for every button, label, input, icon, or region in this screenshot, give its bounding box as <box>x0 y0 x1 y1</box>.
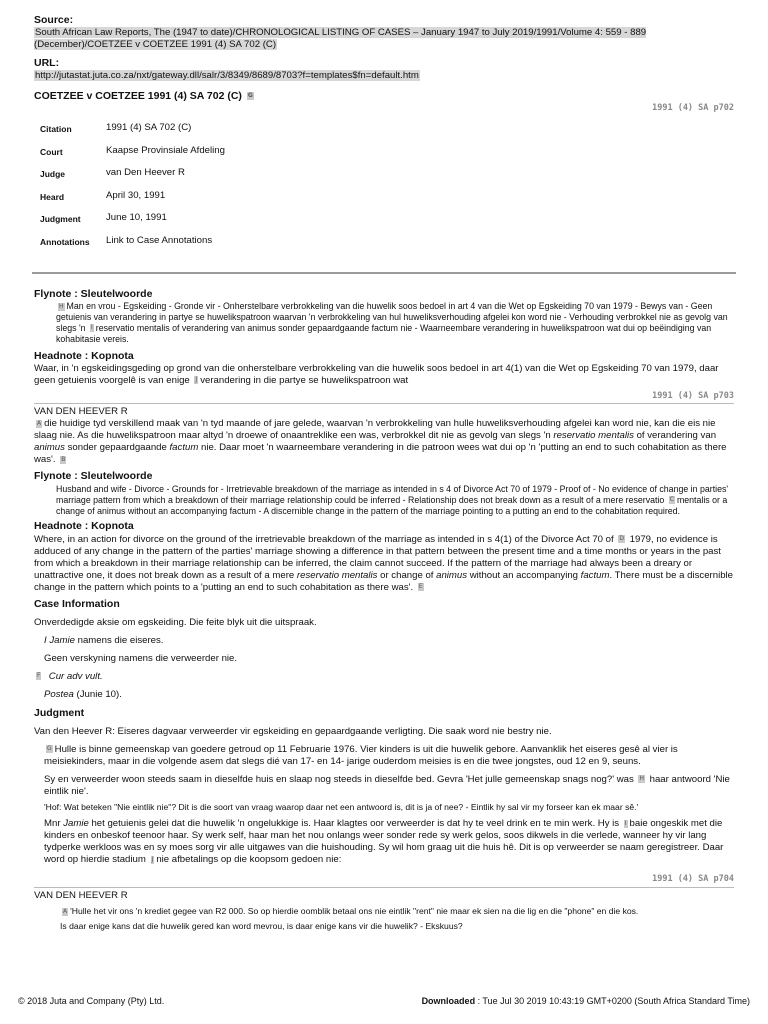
quoted-testimony: 'Hof: Wat beteken "Nie eintlik nie"? Dit is die soort van vraag waarop daar net een antwoord is, dit is ja of nee? - Eintlik hy sal vir my forseer kan ek maar sê.' <box>44 801 639 812</box>
headnote-af-part1: Waar, in 'n egskeidingsgeding op grond van die onherstelbare verbrokkeling van die huwelik soos bedoel in art 4(1) van die Wet op Egskeiding 70 van 1979, daar geen getuienis voorgelê is van enige <box>34 362 719 386</box>
url-link[interactable]: http://jutastat.juta.co.za/nxt/gateway.dll/salr/3/8349/8689/8703?f=templates$fn=default.htm <box>35 70 419 82</box>
quoted-testimony <box>34 906 734 917</box>
text: or change of <box>380 569 434 581</box>
meta-row <box>38 235 225 258</box>
text: Hulle is binne gemeenskap van goedere getroud op 11 Februarie 1976. Vier kinders is uit die huwelik gebore. Aanvanklik het eiseres gesê al vier is meisiekinders, maar in die volgende asem dat slegs dié van 17- en 14- jarige ouderdom meisies is en die twee jongstes, oud 12 en 9, seuns. <box>44 743 678 767</box>
text: 1979, no evidence is adduced of any change in the pattern of the parties' marriage showing a difference in that pattern between the present time and a time months or years in the past from which a breakdown in their marriage relationship can be inferred, the claim cannot succeed. If the pattern of the marriage had always been a dreary or unattractive one, it does not break down as a result of a mere <box>34 533 721 581</box>
margin-marker: F <box>37 672 41 680</box>
case-title: COETZEE v COETZEE 1991 (4) SA 702 (C) <box>34 90 242 103</box>
url-label: URL: <box>34 57 60 70</box>
meta-value: Kaapse Provinsiale Afdeling <box>106 144 225 156</box>
copyright: © 2018 Juta and Company (Pty) Ltd. <box>18 996 165 1006</box>
judgment-paragraph <box>34 818 734 866</box>
italic-text: factum <box>169 442 199 454</box>
italic-text: animus <box>436 569 468 581</box>
italic-text: reservatio mentalis <box>296 569 378 581</box>
italic-text: Jamie <box>63 818 89 830</box>
text: baie ongeskik met die kinders en onbeskof teenoor haar. Sy werk self, haar man het nou onlangs weer sonder rede sy werk gelos, soos dikwels in die verlede, wanneer hy vir lang tydperke werkloos was en sy moes sorg vir alle uitgawes van die huishouding. Sy wil hom graag uit die huis hê. Dit is op verweerder se naam geregistreer. Daar word op hierdie stadium <box>44 818 724 866</box>
flynote-af-part2: reservatio mentalis of verandering van animus sonder gepaardgaande factum nie - Waarneembare verandering in huwelikspatroon wat dui op beëindiging van kohabitasie vereis. <box>56 322 712 344</box>
text: sonder gepaardgaande <box>67 442 167 454</box>
flynote-af-heading: Flynote : Sleutelwoorde <box>34 287 153 300</box>
margin-marker: H <box>59 302 64 310</box>
text: Mnr <box>44 818 61 830</box>
margin-marker: D <box>619 535 624 543</box>
headnote-en-heading: Headnote : Kopnota <box>34 520 134 533</box>
annotations-link[interactable]: Link to Case Annotations <box>106 235 213 247</box>
headnote-af-text <box>34 363 734 387</box>
margin-marker: J <box>195 376 198 384</box>
judgment-paragraph <box>34 774 734 798</box>
page-divider <box>34 403 734 404</box>
case-info-line: Geen verskyning namens die verweerder nie. <box>44 652 238 664</box>
text: Sy en verweerder woon steeds saam in dieselfde huis en slaap nog steeds in dieselfde bed. Gevra 'Het julle gemeenskap snags nog?' was <box>44 773 634 785</box>
headnote-af-heading: Headnote : Kopnota <box>34 349 134 362</box>
text: namens die eiseres. <box>77 634 164 646</box>
meta-key: Citation <box>40 123 72 134</box>
source-block <box>34 14 734 51</box>
case-info-line <box>34 671 734 683</box>
italic-text: factum <box>580 569 610 581</box>
text: nie. Daar moet 'n waarneembare verandering in die patroon wees wat dui op 'n 'putting an end to such cohabitation as there was'. <box>34 442 727 466</box>
flynote-en-part2: mentalis or a change of animus without an accompanying factum - A discernible change in the pattern of the marriage pointing to a putting an end to the cohabitation required. <box>56 494 728 516</box>
meta-row <box>38 167 225 190</box>
document-page <box>34 14 734 931</box>
page-ref: 1991 (4) SA p704 <box>652 874 734 885</box>
margin-marker: G <box>247 92 253 100</box>
text: nie afbetalings op die koopsom gedoen nie: <box>156 854 342 866</box>
italic-text: Cur adv vult. <box>48 670 103 682</box>
italic-text: reservatio mentalis <box>553 430 634 442</box>
meta-key: Court <box>40 146 63 157</box>
meta-value: van Den Heever R <box>106 167 185 179</box>
source-label: Source: <box>34 14 74 26</box>
headnote-en-text <box>34 534 734 594</box>
text: of verandering van <box>636 430 717 442</box>
flynote-af-text <box>34 301 734 345</box>
counsel-name: I Jamie <box>44 634 75 646</box>
judgment-heading: Judgment <box>34 706 85 719</box>
meta-key: Heard <box>40 191 65 202</box>
headnote-af-part2: verandering in die partye se huwelikspatroon wat <box>200 374 409 386</box>
section-divider <box>32 272 736 274</box>
meta-row <box>38 122 225 145</box>
downloaded-label: Downloaded <box>421 996 476 1006</box>
meta-value: April 30, 1991 <box>106 189 166 201</box>
case-info-heading: Case Information <box>34 597 120 610</box>
case-info-line: Onverdedigde aksie om egskeiding. Die feite blyk uit die uitspraak. <box>34 616 317 628</box>
downloaded-value: : Tue Jul 30 2019 10:43:19 GMT+0200 (South Africa Standard Time) <box>477 996 750 1006</box>
text: (Junie 10). <box>76 688 122 700</box>
source-text: South African Law Reports, The (1947 to date)/CHRONOLOGICAL LISTING OF CASES – January 1947 to July 2019/1991/Volume 4: 559 - 889 (December)/COETZEE v COETZEE 1991 (4) SA 702 (C) <box>34 27 647 51</box>
meta-row <box>38 145 225 168</box>
margin-marker: G <box>47 745 52 753</box>
download-info <box>422 996 750 1007</box>
meta-key: Annotations <box>40 237 90 248</box>
judge-header: VAN DEN HEEVER R <box>34 889 128 901</box>
meta-value: June 10, 1991 <box>106 212 167 224</box>
margin-marker: C <box>669 496 674 504</box>
margin-marker: I <box>624 819 627 827</box>
margin-marker: A <box>37 419 42 427</box>
margin-marker: A <box>63 907 68 915</box>
meta-value: 1991 (4) SA 702 (C) <box>106 121 192 133</box>
meta-key: Judgment <box>40 214 81 225</box>
margin-marker: H <box>639 775 644 783</box>
page-divider <box>34 887 734 888</box>
page-ref: 1991 (4) SA p702 <box>652 103 734 114</box>
margin-marker: J <box>151 855 154 863</box>
margin-marker: B <box>61 455 66 463</box>
judge-header: VAN DEN HEEVER R <box>34 406 128 418</box>
text: Where, in an action for divorce on the ground of the irretrievable breakdown of the marriage as intended in s 4(1) of the Divorce Act 70 of <box>34 533 614 545</box>
text: haar antwoord 'Nie eintlik nie'. <box>44 773 730 797</box>
meta-row <box>38 190 225 213</box>
margin-marker: I <box>91 324 93 332</box>
flynote-en-part1: Husband and wife - Divorce - Grounds for - Irretrievable breakdown of the marriage as intended in s 4 of Divorce Act 70 of 1979 - Proof of - No evidence of change in parties' marriage pattern from which a breakdown of their marriage relationship could be inferred - Relationship does not break down as a result of a mere reservatio <box>56 483 729 505</box>
meta-row <box>38 212 225 235</box>
text: het getuienis gelei dat die huwelik 'n ongelukkige is. Haar klagtes oor verweerder is dat hy te veel drink en te min werk. Hy is <box>91 818 620 830</box>
meta-key: Judge <box>40 169 66 180</box>
text: die huidige tyd verskillend maak van 'n tyd maande of jare gelede, waarvan 'n verbrokkeling van hulle huweliksverhouding afgelei kan word nie, kan die eis nie slaag nie. As die huwelikspatroon maar altyd 'n droewe of onaantreklike een was, verbrokkel dit nie as gevolg van slegs 'n <box>34 418 716 442</box>
url-block <box>34 57 734 82</box>
case-info-line <box>34 689 734 701</box>
quoted-testimony: Is daar enige kans dat die huwelik gered kan word mevrou, is daar enige kans vir die huwelik? - Ekskuus? <box>60 920 463 931</box>
judgment-paragraph <box>34 744 734 768</box>
margin-marker: E <box>418 583 423 591</box>
case-info-line <box>34 635 734 647</box>
page-footer <box>18 996 750 1007</box>
case-meta-table <box>38 122 225 258</box>
text: 'Hulle het vir ons 'n krediet gegee van R2 000. So op hierdie oomblik betaal ons nie eintlik "rent" nie maar ek sien na die lig en die "phone" en die kos. <box>70 905 639 916</box>
italic-text: Postea <box>44 688 74 700</box>
flynote-af-part1: Man en vrou - Egskeiding - Gronde vir - Onherstelbare verbrokkeling van die huwelik soos bedoel in art 4 van die Wet op Egskeiding 70 van 1979 - Bewys van - Geen getuienis van verandering in partye se huwelikspatroon waarvan 'n verbrokkeling van hul huweliksverhouding afgelei kon word nie - Verhouding verbrokkel nie as gevolg van slegs 'n <box>56 300 728 333</box>
flynote-en-heading: Flynote : Sleutelwoorde <box>34 470 153 483</box>
text: without an accompanying <box>469 569 578 581</box>
flynote-en-text <box>34 484 734 517</box>
p703-paragraph <box>34 418 734 466</box>
text: . There must be a discernible change in the pattern which points to a 'putting an end to such cohabitation as there was'. <box>34 569 734 593</box>
page-ref: 1991 (4) SA p703 <box>652 390 734 401</box>
case-title-row <box>34 90 734 103</box>
italic-text: animus <box>34 442 65 454</box>
judgment-paragraph: Van den Heever R: Eiseres dagvaar verweerder vir egskeiding en gepaardgaande verligting. Die saak word nie bestry nie. <box>34 725 552 737</box>
